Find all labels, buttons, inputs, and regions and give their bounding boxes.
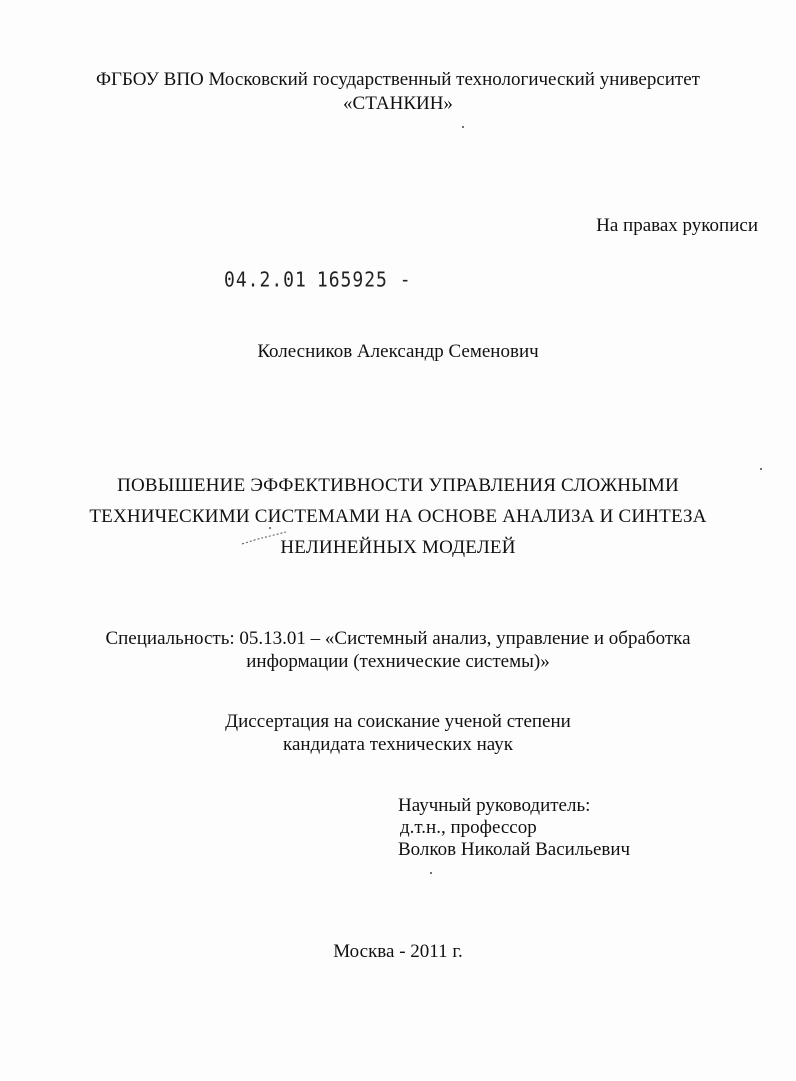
- title-line-1: ПОВЫШЕНИЕ ЭФФЕКТИВНОСТИ УПРАВЛЕНИЯ СЛОЖНЫМИ: [117, 475, 679, 496]
- dissertation-line-2: кандидата технических наук: [283, 734, 513, 755]
- institution-line-1: ФГБОУ ВПО Московский государственный технологический университет: [96, 69, 700, 90]
- institution-line-2: «СТАНКИН»: [343, 93, 453, 114]
- scan-scribble-mark: [240, 524, 290, 548]
- supervisor-label: Научный руководитель:: [398, 795, 591, 816]
- specialty-line-1: Специальность: 05.13.01 – «Системный анализ, управление и обработка: [105, 628, 691, 649]
- title-line-2: ТЕХНИЧЕСКИМИ СИСТЕМАМИ НА ОСНОВЕ АНАЛИЗА И СИНТЕЗА: [89, 506, 707, 527]
- scan-speck: [430, 872, 432, 874]
- scan-speck: [462, 126, 464, 128]
- supervisor-degree: д.т.н., профессор: [400, 817, 537, 838]
- dissertation-line-1: Диссертация на соискание ученой степени: [225, 711, 571, 732]
- scan-speck: [760, 468, 762, 470]
- author-name: Колесников Александр Семенович: [257, 341, 539, 362]
- supervisor-name: Волков Николай Васильевич: [398, 839, 631, 860]
- specialty-line-2: информации (технические системы)»: [246, 651, 550, 672]
- title-line-3: НЕЛИНЕЙНЫХ МОДЕЛЕЙ: [280, 537, 516, 558]
- rights-note: На правах рукописи: [596, 215, 758, 236]
- stamp-dash: -: [387, 268, 412, 293]
- city-year: Москва - 2011 г.: [333, 941, 463, 962]
- registration-number: 165925: [316, 268, 388, 293]
- registration-stamp: [224, 268, 412, 292]
- registration-code: 04.2.01: [224, 268, 307, 293]
